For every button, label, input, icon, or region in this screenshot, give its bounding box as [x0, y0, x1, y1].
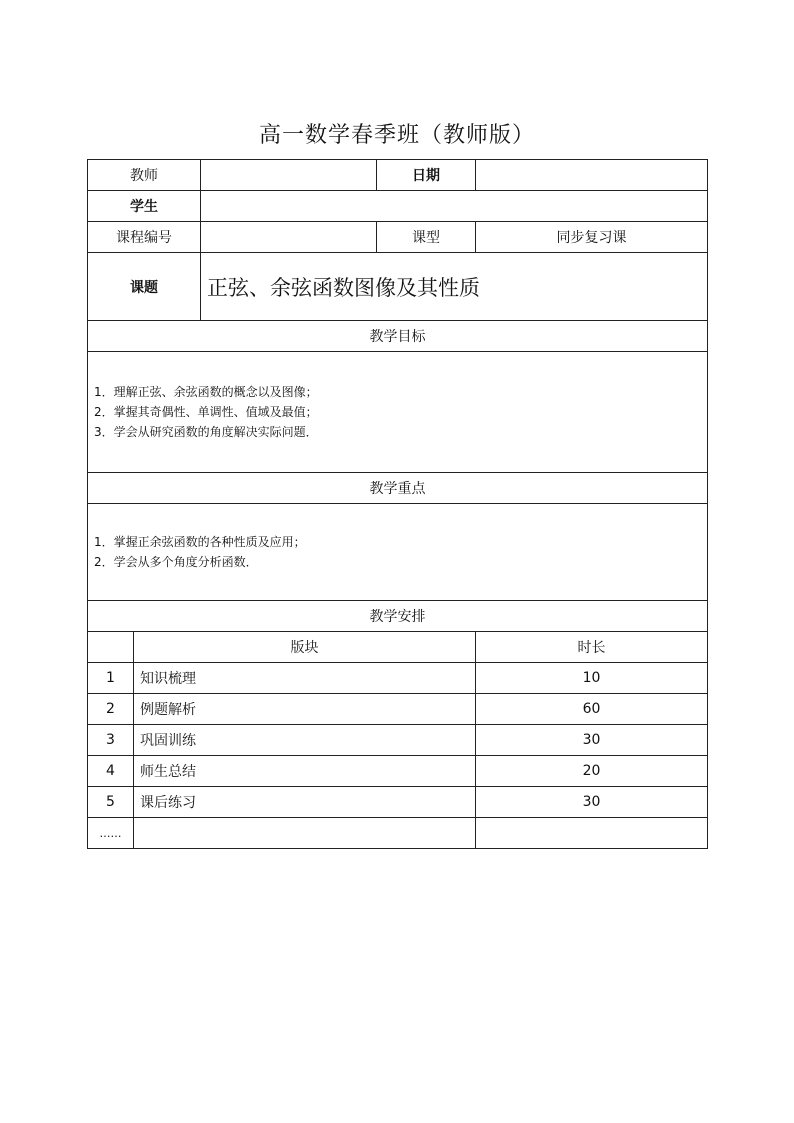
table-row — [88, 787, 708, 818]
objectives-heading-row — [88, 321, 708, 352]
objective-item: 1．理解正弦、余弦函数的概念以及图像； — [94, 385, 318, 399]
row-block: 课后练习 — [134, 787, 476, 818]
row-duration: 30 — [476, 725, 708, 756]
course-no-label: 课程编号 — [88, 222, 201, 253]
row-number: 2 — [88, 694, 134, 725]
date-value — [476, 160, 708, 191]
page-title: 高一数学春季班（教师版） — [258, 123, 535, 148]
row-block: 师生总结 — [134, 756, 476, 787]
row-number: 4 — [88, 756, 134, 787]
schedule-column-header-row — [88, 632, 708, 663]
key-points-heading: 教学重点 — [88, 473, 708, 504]
ellipsis-row — [88, 818, 708, 849]
ellipsis-cell: …… — [88, 818, 134, 849]
student-row — [88, 191, 708, 222]
course-row — [88, 222, 708, 253]
key-points-heading-row — [88, 473, 708, 504]
table-row — [88, 663, 708, 694]
schedule-duration-header: 时长 — [476, 632, 708, 663]
topic-label: 课题 — [88, 253, 201, 321]
row-duration: 10 — [476, 663, 708, 694]
empty-block-cell — [134, 818, 476, 849]
row-duration: 60 — [476, 694, 708, 725]
table-row — [88, 756, 708, 787]
objectives-list — [88, 352, 708, 473]
topic-value: 正弦、余弦函数图像及其性质 — [201, 253, 708, 321]
schedule-no-header — [88, 632, 134, 663]
schedule-heading: 教学安排 — [88, 601, 708, 632]
row-block: 巩固训练 — [134, 725, 476, 756]
row-number: 5 — [88, 787, 134, 818]
row-duration: 20 — [476, 756, 708, 787]
student-value — [201, 191, 708, 222]
row-duration: 30 — [476, 787, 708, 818]
course-type-value: 同步复习课 — [476, 222, 708, 253]
schedule-heading-row — [88, 601, 708, 632]
key-points-row — [88, 504, 708, 601]
row-number: 1 — [88, 663, 134, 694]
course-type-label: 课型 — [377, 222, 476, 253]
row-block: 例题解析 — [134, 694, 476, 725]
empty-duration-cell — [476, 818, 708, 849]
teacher-value — [201, 160, 377, 191]
row-block: 知识梳理 — [134, 663, 476, 694]
objective-item: 2．掌握其奇偶性、单调性、值域及最值； — [94, 405, 318, 419]
row-number: 3 — [88, 725, 134, 756]
key-point-item: 2．学会从多个角度分析函数． — [94, 555, 258, 569]
objectives-row — [88, 352, 708, 473]
topic-row — [88, 253, 708, 321]
schedule-block-header: 版块 — [134, 632, 476, 663]
key-points-list — [88, 504, 708, 601]
course-no-value — [201, 222, 377, 253]
table-row — [88, 694, 708, 725]
key-point-item: 1．掌握正余弦函数的各种性质及应用； — [94, 535, 306, 549]
teacher-label: 教师 — [88, 160, 201, 191]
teacher-row — [88, 160, 708, 191]
student-label: 学生 — [88, 191, 201, 222]
table-row — [88, 725, 708, 756]
objectives-heading: 教学目标 — [88, 321, 708, 352]
date-label: 日期 — [377, 160, 476, 191]
objective-item: 3．学会从研究函数的角度解决实际问题． — [94, 425, 318, 439]
lesson-plan-table — [87, 159, 708, 849]
